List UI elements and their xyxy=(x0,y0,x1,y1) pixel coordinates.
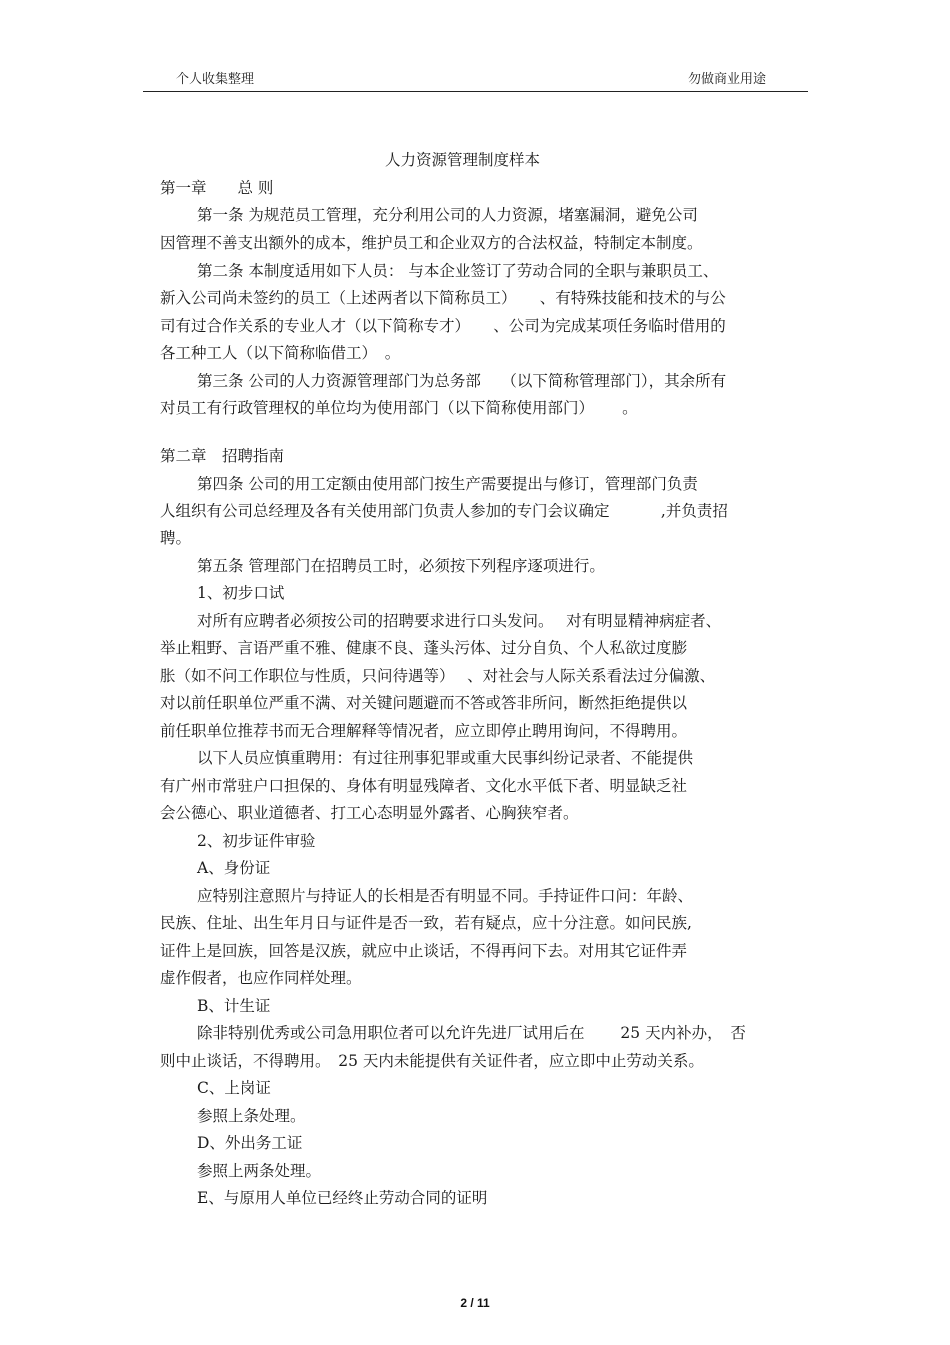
paragraph-line: 证件上是回族，回答是汉族，就应中止谈话，不得再问下去。对用其它证件弄 xyxy=(160,942,688,960)
paragraph-line: 虚作假者，也应作同样处理。 xyxy=(160,969,362,987)
paragraph-line: 民族、住址、出生年月日与证件是否一致，若有疑点，应十分注意。如问民族, xyxy=(160,914,692,932)
header-left-text: 个人收集整理 xyxy=(176,72,255,87)
paragraph-line: 第三条 公司的人力资源管理部门为总务部 （以下简称管理部门），其余所有 xyxy=(197,372,727,390)
page-number: 2 / 11 xyxy=(460,1296,490,1310)
paragraph-line: 对所有应聘者必须按公司的招聘要求进行口头发问。 对有明显精神病症者、 xyxy=(197,612,722,630)
paragraph-line: 对以前任职单位严重不满、对关键问题避而不答或答非所问，断然拒绝提供以 xyxy=(160,694,688,712)
paragraph-line: 以下人员应慎重聘用：有过往刑事犯罪或重大民事纠纷记录者、不能提供 xyxy=(197,749,694,767)
subheading: B、计生证 xyxy=(197,997,271,1015)
paragraph-line: 则中止谈话，不得聘用。 25 天内未能提供有关证件者，应立即中止劳动关系。 xyxy=(160,1052,704,1070)
paragraph-line: 司有过合作关系的专业人才（以下简称专才） 、公司为完成某项任务临时借用的 xyxy=(160,317,726,335)
paragraph-line: 第一条 为规范员工管理，充分利用公司的人力资源，堵塞漏洞，避免公司 xyxy=(197,206,698,224)
paragraph-line: 除非特别优秀或公司急用职位者可以允许先进厂试用后在 25 天内补办， 否 xyxy=(197,1024,746,1042)
paragraph-line: 参照上条处理。 xyxy=(197,1107,306,1125)
paragraph-line: 有广州市常驻户口担保的、身体有明显残障者、文化水平低下者、明显缺乏社 xyxy=(160,777,688,795)
paragraph-line: 因管理不善支出额外的成本，维护员工和企业双方的合法权益，特制定本制度。 xyxy=(160,234,703,252)
paragraph-line: 第五条 管理部门在招聘员工时，必须按下列程序逐项进行。 xyxy=(197,557,605,575)
subheading: 2、初步证件审验 xyxy=(197,832,316,850)
paragraph-line: 会公德心、职业道德者、打工心态明显外露者、心胸狭窄者。 xyxy=(160,804,579,822)
paragraph-line: 人组织有公司总经理及各有关使用部门负责人参加的专门会议确定 ,并负责招 xyxy=(160,502,728,520)
paragraph-line: 参照上两条处理。 xyxy=(197,1162,322,1180)
header-right-text: 勿做商业用途 xyxy=(688,72,767,87)
paragraph-line: 新入公司尚未签约的员工（上述两者以下简称员工） 、有特殊技能和技术的与公 xyxy=(160,289,726,307)
chapter-heading: 第一章 总 则 xyxy=(160,179,274,197)
paragraph-line: 对员工有行政管理权的单位均为使用部门（以下简称使用部门） 。 xyxy=(160,399,638,417)
paragraph-line: 各工种工人（以下简称临借工） 。 xyxy=(160,344,401,362)
chapter-heading: 第二章 招聘指南 xyxy=(160,447,285,465)
subheading: D、外出务工证 xyxy=(197,1134,303,1152)
paragraph-line: 胀（如不问工作职位与性质，只问待遇等） 、对社会与人际关系看法过分偏激、 xyxy=(160,667,716,685)
header-rule xyxy=(143,91,808,92)
paragraph-line: 应特别注意照片与持证人的长相是否有明显不同。手持证件口问：年龄、 xyxy=(197,887,694,905)
paragraph-line: 前任职单位推荐书而无合理解释等情况者，应立即停止聘用询问，不得聘用。 xyxy=(160,722,688,740)
document-title: 人力资源管理制度样本 xyxy=(385,151,541,169)
subheading: C、上岗证 xyxy=(197,1079,271,1097)
subheading: A、身份证 xyxy=(197,859,271,877)
paragraph-line: 举止粗野、言语严重不雅、健康不良、蓬头污体、过分自负、个人私欲过度膨 xyxy=(160,639,688,657)
subheading: E、与原用人单位已经终止劳动合同的证明 xyxy=(197,1189,488,1207)
paragraph-line: 第四条 公司的用工定额由使用部门按生产需要提出与修订，管理部门负责 xyxy=(197,475,698,493)
subheading: 1、初步口试 xyxy=(197,584,285,602)
paragraph-line: 第二条 本制度适用如下人员： 与本企业签订了劳动合同的全职与兼职员工、 xyxy=(197,262,719,280)
paragraph-line: 聘。 xyxy=(160,529,192,547)
